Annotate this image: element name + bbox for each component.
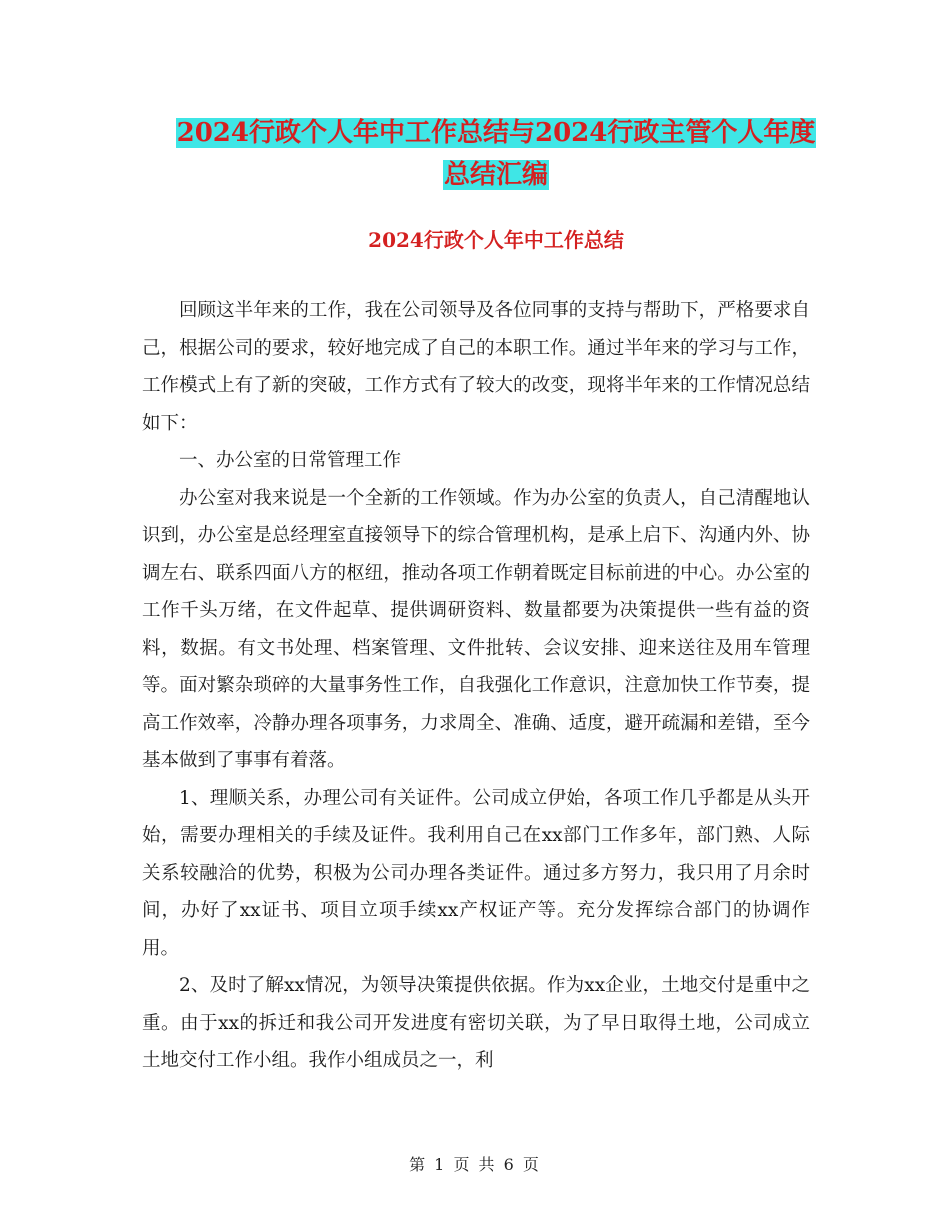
page-footer: 第 1 页 共 6 页 [409,1155,541,1174]
paragraph-item-1: 1、理顺关系，办理公司有关证件。公司成立伊始，各项工作几乎都是从头开始，需要办理相关的手续及证件。我利用自己在xx部门工作多年，部门熟、人际关系较融洽的优势，积极为公司办理各类证件。通过多方努力，我只用了月余时间，办好了xx证书、项目立项手续xx产权证产等。充分发挥综合部门的协调作用。 [142,787,810,959]
paragraph-office: 办公室对我来说是一个全新的工作领域。作为办公室的负责人，自己清醒地认识到，办公室是总经理室直接领导下的综合管理机构，是承上启下、沟通内外、协调左右、联系四面八方的枢纽，推动各项工作朝着既定目标前进的中心。办公室的工作千头万绪，在文件起草、提供调研资料、数量都要为决策提供一些有益的资料，数据。有文书处理、档案管理、文件批转、会议安排、迎来送往及用车管理等。面对繁杂琐碎的大量事务性工作，自我强化工作意识，注意加快工作节奏，提高工作效率，冷静办理各项事务，力求周全、准确、适度，避开疏漏和差错，至今基本做到了事事有着落。 [142,487,810,771]
title-line-1: 2024行政个人年中工作总结与2024行政主管个人年度 [176,118,816,148]
document-title [140,112,852,196]
title-line-2: 总结汇编 [443,160,548,190]
paragraph-intro: 回顾这半年来的工作，我在公司领导及各位同事的支持与帮助下，严格要求自己，根据公司的要求，较好地完成了自己的本职工作。通过半年来的学习与工作，工作模式上有了新的突破，工作方式有了较大的改变，现将半年来的工作情况总结如下： [142,300,810,434]
paragraph-item-2: 2、及时了解xx情况，为领导决策提供依据。作为xx企业，土地交付是重中之重。由于xx的拆迁和我公司开发进度有密切关联，为了早日取得土地，公司成立土地交付工作小组。我作小组成员之一，利 [142,975,810,1071]
paragraph-heading-1: 一、办公室的日常管理工作 [179,450,402,471]
section-title: 2024行政个人年中工作总结 [368,228,624,252]
body-text [142,292,810,1080]
